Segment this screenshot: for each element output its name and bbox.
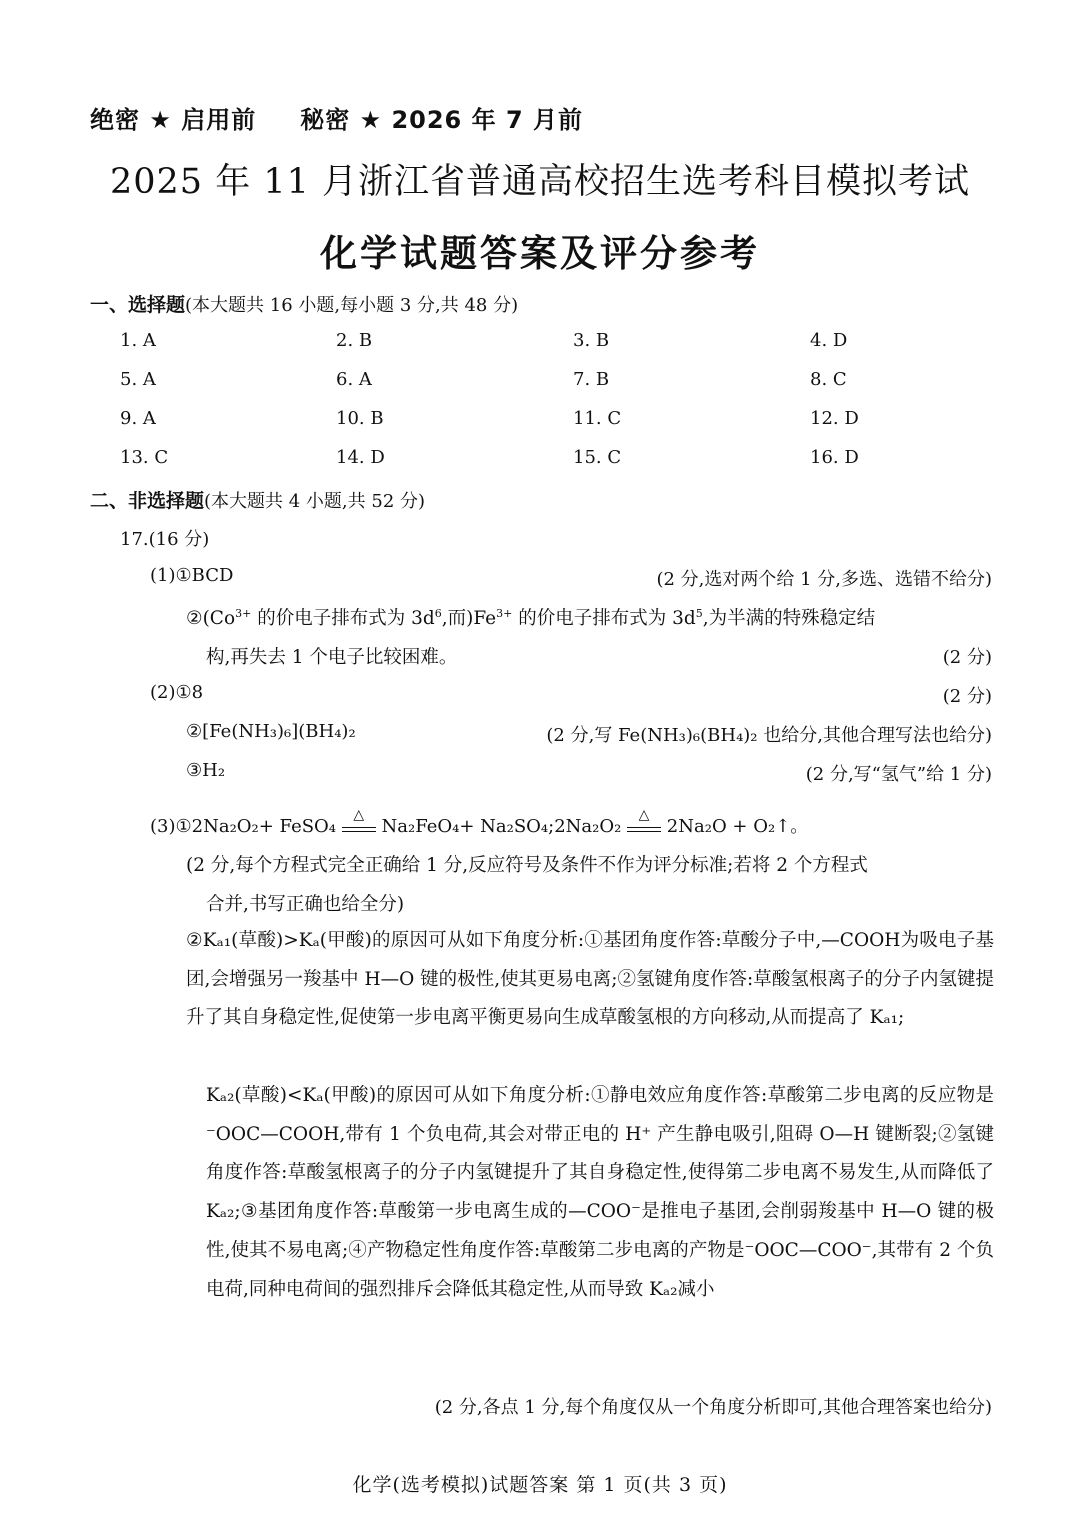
equation-part: Na₂FeO₄+ Na₂SO₄;2Na₂O₂ [381, 816, 622, 837]
mc-answer: 1. A [120, 330, 156, 351]
q17-3-2-paragraph2: Kₐ₂(草酸)<Kₐ(甲酸)的原因可从如下角度分析:①静电效应角度作答:草酸第二步电离的反应物是⁻OOC—COOH,带有 1 个负电荷,其会对带正电的 H⁺ 产生静电吸引,阻碍 O—H 键断裂;②氢键角度作答:草酸氢根离子的分子内氢键提升了其自身稳定性,使得第二步电离不易发生,从而降低了 Kₐ₂;③基团角度作答:草酸第一步电离生成的—COO⁻是推电子基团,会削弱羧基中 H—O 键的极性,使其不易电离;④产物稳定性角度作答:草酸第二步电离的产物是⁻OOC—COO⁻,其带有 2 个负电荷,同种电荷间的强烈排斥会降低其稳定性,从而导致 Kₐ₂减小 [206, 1085, 994, 1300]
q17-3-1-note-line1: (2 分,每个方程式完全正确给 1 分,反应符号及条件不作为评分标准;若将 2 个方程式 [186, 855, 868, 876]
equation-part: 2Na₂O + O₂↑。 [666, 816, 809, 837]
text-run: 的价电子排布式为 3d [257, 608, 435, 629]
mc-answer: 8. C [810, 369, 847, 390]
secret-header [90, 100, 583, 135]
mc-answer: 12. D [810, 408, 859, 429]
q17-3-1-note-line2: 合并,书写正确也给全分) [206, 894, 405, 915]
mc-answer: 4. D [810, 330, 848, 351]
mc-answer: 15. C [573, 447, 622, 468]
equation-part: (3)①2Na₂O₂+ FeSO₄ [150, 816, 337, 837]
mc-answer: 14. D [336, 447, 385, 468]
mc-answer: 5. A [120, 369, 156, 390]
heat-equals-sign [627, 807, 661, 832]
secret-left: 绝密 ★ 启用前 [90, 106, 257, 134]
exam-title: 2025 年 11 月浙江省普通高校招生选考科目模拟考试 [110, 162, 970, 202]
q17-1-2-score: (2 分) [942, 647, 992, 668]
page-footer: 化学(选考模拟)试题答案 第 1 页(共 3 页) [352, 1474, 728, 1496]
mc-answer: 9. A [120, 408, 156, 429]
mc-answer: 7. B [573, 369, 610, 390]
mc-answer: 6. A [336, 369, 372, 390]
question-17-label: 17.(16 分) [120, 529, 210, 550]
q17-2-1-score: (2 分) [942, 686, 992, 707]
q17-3-2-score: (2 分,各点 1 分,每个角度仅从一个角度分析即可,其他合理答案也给分) [434, 1397, 992, 1418]
mc-answer: 2. B [336, 330, 373, 351]
mc-answer: 10. B [336, 408, 384, 429]
section2-heading [90, 486, 425, 513]
answer-key-title: 化学试题答案及评分参考 [320, 232, 760, 275]
text-run: ,为半满的特殊稳定结 [702, 608, 876, 629]
superscript: 3+ [496, 606, 513, 620]
q17-1-1-score: (2 分,选对两个给 1 分,多选、选错不给分) [656, 569, 992, 590]
text-run: ②(Co [186, 608, 236, 629]
section1-note: (本大题共 16 小题,每小题 3 分,共 48 分) [185, 295, 519, 316]
heat-triangle-icon: △ [638, 807, 650, 823]
superscript: 5 [695, 606, 703, 620]
q17-3-1-equation [150, 807, 809, 838]
text-run: ,而)Fe [441, 608, 497, 629]
q17-2-3: ③H₂ [186, 760, 226, 781]
q17-2-2: ②[Fe(NH₃)₆](BH₄)₂ [186, 721, 356, 742]
heat-triangle-icon: △ [353, 807, 365, 823]
q17-3-2-paragraph1: ②Kₐ₁(草酸)>Kₐ(甲酸)的原因可从如下角度分析:①基团角度作答:草酸分子中,—COOH为吸电子基团,会增强另一羧基中 H—O 键的极性,使其更易电离;②氢键角度作答:草酸氢根离子的分子内氢键提升了其自身稳定性,促使第一步电离平衡更易向生成草酸氢根的方向移动,从而提高了 Kₐ₁; [186, 930, 994, 1029]
mc-answer: 16. D [810, 447, 859, 468]
mc-answer: 3. B [573, 330, 610, 351]
q17-2-1: (2)①8 [150, 682, 204, 703]
superscript: 3+ [235, 606, 252, 620]
section1-label: 一、选择题 [90, 294, 186, 316]
secret-right: 秘密 ★ 2026 年 7 月前 [300, 106, 584, 134]
section2-note: (本大题共 4 小题,共 52 分) [204, 491, 426, 512]
text-run: 的价电子排布式为 3d [518, 608, 696, 629]
q17-2-2-score: (2 分,写 Fe(NH₃)₆(BH₄)₂ 也给分,其他合理写法也给分) [546, 725, 992, 746]
q17-1-2-line2: 构,再失去 1 个电子比较困难。 [206, 647, 458, 668]
q17-1-2-line1 [186, 604, 875, 630]
section2-label: 二、非选择题 [90, 490, 205, 512]
section1-heading [90, 290, 518, 317]
mc-answer: 13. C [120, 447, 169, 468]
q17-1-1: (1)①BCD [150, 565, 234, 586]
mc-answer: 11. C [573, 408, 622, 429]
superscript: 6 [434, 606, 442, 620]
heat-equals-sign [342, 807, 376, 832]
q17-2-3-score: (2 分,写“氢气”给 1 分) [805, 764, 992, 785]
